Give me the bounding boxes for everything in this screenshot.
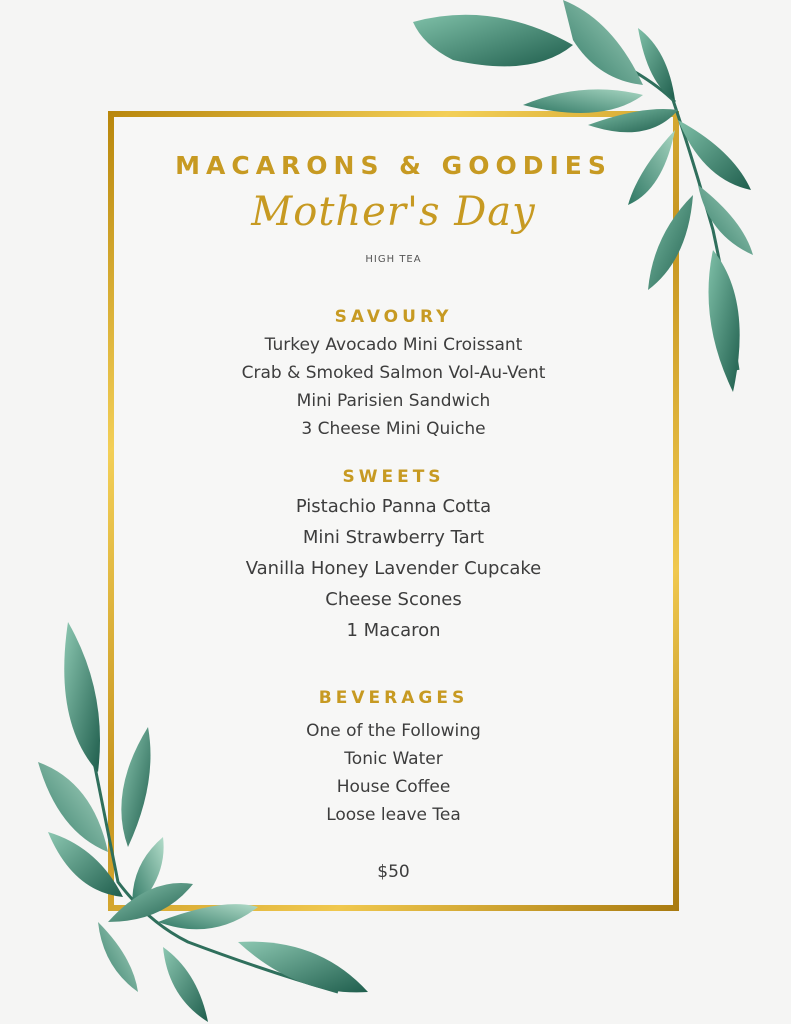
menu-item: Vanilla Honey Lavender Cupcake xyxy=(245,558,542,579)
menu-item: Tonic Water xyxy=(344,749,443,769)
section-title-savoury: SAVOURY xyxy=(334,307,453,327)
menu-item: One of the Following xyxy=(306,721,481,741)
menu-item: 3 Cheese Mini Quiche xyxy=(301,419,486,439)
sweets-list xyxy=(108,491,679,646)
script-title: Mother's Day xyxy=(251,189,536,235)
menu-item: Mini Strawberry Tart xyxy=(302,527,485,548)
menu-item: Pistachio Panna Cotta xyxy=(295,496,492,517)
brand-title: MACARONS & GOODIES xyxy=(175,151,612,180)
menu-item: Cheese Scones xyxy=(325,589,462,610)
menu-item: Mini Parisien Sandwich xyxy=(296,391,491,411)
menu-item: Loose leave Tea xyxy=(326,805,461,825)
savoury-list xyxy=(108,331,679,443)
beverages-list xyxy=(108,717,679,829)
price: $50 xyxy=(377,862,410,882)
section-title-beverages: BEVERAGES xyxy=(318,688,469,708)
menu-item: House Coffee xyxy=(336,777,451,797)
menu-item: 1 Macaron xyxy=(346,620,441,641)
menu-subtitle: HIGH TEA xyxy=(365,254,422,265)
section-title-sweets: SWEETS xyxy=(342,467,445,487)
menu-item: Crab & Smoked Salmon Vol-Au-Vent xyxy=(241,363,546,383)
menu-item: Turkey Avocado Mini Croissant xyxy=(264,335,523,355)
